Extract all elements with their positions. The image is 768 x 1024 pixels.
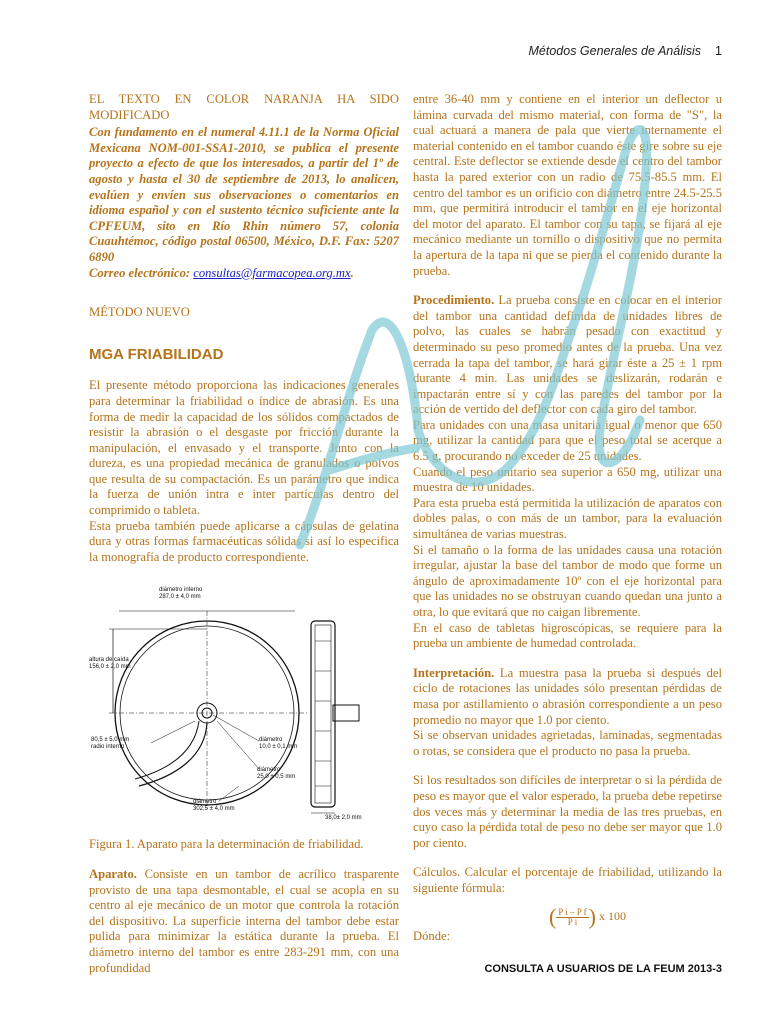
procedimiento-paragraph: Procedimiento. La prueba consiste en colocar en el interior del tambor una cantidad definida de unidades libres de polvo, las cuales se habrán pesado con exactitud y determinado su peso promedio antes de la prueba. Una vez cerrada la tapa del tambor, se hará girar éste a 25 ± 1 rpm durante 4 min. Las unidades se deslizarán, rodarán e impactarán entre sí y con las paredes del tambor por la acción de vertido del deflector con cada giro del tambor. bbox=[413, 293, 722, 417]
label-diameter-mid: diámetro 25,0 ± 0,5 mm bbox=[257, 767, 296, 781]
label-fall-height: altura de caída 156,0 ± 2,0 mm bbox=[89, 657, 131, 671]
side-view-shaft bbox=[333, 705, 359, 721]
donde-label: Dónde: bbox=[413, 928, 451, 943]
aparato-text: Consiste en un tambor de acrílico trasparente provisto de una tapa desmontable, el cual se acopla en su centro al eje mecánico de un motor que controla la rotación del dispositivo. La superficie interna del tambor debe estar pulida para minimizar la estática durante la prueba. El diámetro interno del tambor es entre 283-291 mm, con una profundidad bbox=[89, 867, 399, 975]
procedimiento-paragraph-2: Para unidades con una masa unitaria igual o menor que 650 mg, utilizar la cantidad para que el peso total se acerque a 6.5 g, procurando no exceder de 25 unidades. bbox=[413, 417, 722, 464]
method-label: MÉTODO NUEVO bbox=[89, 305, 190, 320]
procedimiento-label: Procedimiento. bbox=[413, 293, 495, 308]
notice-title: EL TEXTO EN COLOR NARANJA HA SIDO MODIFICADO bbox=[89, 92, 399, 122]
label-internal-diameter: diámetro interno 287,0 ± 4,0 mm bbox=[159, 587, 203, 601]
intro-paragraph-1: El presente método proporciona las indicaciones generales para determinar la friabilidad o índice de abrasión. Es una forma de medir la capacidad de los sólidos compactados de resistir la abrasión o el desgaste por fricción durante la manipulación, el envasado y el transporte. Junto con la dureza, es una propiedad mecánica de granulados o polvos que resulta de su compactación. Es un parámetro que indica la fuerza de unión intra e inter partículas dentro del comprimido o tableta. bbox=[89, 378, 399, 518]
header-title: Métodos Generales de Análisis bbox=[528, 44, 702, 58]
label-depth: 38,0± 2,0 mm bbox=[325, 815, 362, 822]
deflector-curve-inner bbox=[135, 721, 199, 779]
label-diameter-small: diámetro 10,0 ± 0,1 mm bbox=[259, 737, 298, 751]
email-label: Correo electrónico: bbox=[89, 265, 194, 280]
notice-text: Con fundamento en el numeral 4.11.1 de la Norma Oficial Mexicana NOM-001-SSA1-2010, se publica el presente proyecto a efecto de que los interesados, a partir del 1º de agosto y hasta el 30 de septiembre de 2013, lo analicen, evalúen y envíen sus observaciones o comentarios en idioma español y con el sustento técnico suficiente ante la CPFEUM, sito en Río Rhin número 57, colonia Cuauhtémoc, código postal 06500, México, D.F. Fax: 5207 6890 bbox=[89, 125, 399, 264]
formula-denominator: P i bbox=[567, 916, 578, 927]
running-header bbox=[529, 44, 723, 58]
figure-caption: Figura 1. Aparato para la determinación de friabilidad. bbox=[89, 837, 364, 852]
interpretacion-paragraph: Interpretación. La muestra pasa la prueba si después del ciclo de rotaciones las unidades sólo presentan pérdidas de masa por astillamiento o abrasión correspondiente a un peso promedio no mayor que 1.0 por ciento. bbox=[413, 665, 722, 727]
page-number: 1 bbox=[715, 44, 722, 58]
friability-apparatus-figure bbox=[89, 581, 399, 823]
email-suffix: . bbox=[350, 265, 354, 280]
interpretacion-paragraph-2: Si se observan unidades agrietadas, laminadas, segmentadas o rotas, se considera que el producto no pasa la prueba. bbox=[413, 728, 722, 758]
friability-formula: $(\frac{\text{P i – P f}}{\text{P i}})$ x 100 bbox=[549, 903, 626, 929]
aparato-label: Aparato. bbox=[89, 867, 137, 882]
procedimiento-paragraph-3: Cuando el peso unitario sea superior a 650 mg, utilizar una muestra de 10 unidades. bbox=[413, 464, 722, 495]
procedimiento-paragraph-6: En el caso de tabletas higroscópicas, se requiere para la prueba un ambiente de humedad controlada. bbox=[413, 620, 722, 651]
right-column bbox=[413, 92, 722, 944]
interpretacion-paragraph-3: Si los resultados son difíciles de interpretar o si la pérdida de peso es mayor que el valor esperado, la prueba debe repetirse dos veces más y determinar la media de las tres pruebas, en cuyo caso la pérdida total de peso no debe ser mayor que 1.0 por ciento. bbox=[413, 773, 722, 850]
label-radius: 80,5 ± 5,0 mm radio interno bbox=[91, 737, 130, 751]
aparato-continuation: entre 36-40 mm y contiene en el interior un deflector u lámina curvada del mismo material, con forma de "S", la cual actuará a manera de pala que vierte internamente el material contenido en el tambor cuando éste gire sobre su eje central. Este deflector se extiende desde el centro del tambor hasta la pared exterior con un radio de 75.5-85.5 mm. El centro del tambor es un orificio con diámetro entre 24.5-25.5 mm, que permitirá introducir el tambor en el eje horizontal del motor del aparato. El tambor con su tapa, se fijará al eje mecánico mediante un tornillo o dispositivo que no permita la apertura de la tapa ni que se pierda el contenido durante la prueba. bbox=[413, 92, 722, 278]
label-diameter-large: diámetro 302,5 ± 4,0 mm bbox=[193, 799, 235, 813]
apparatus-drawing bbox=[89, 581, 399, 823]
email-link[interactable]: consultas@farmacopea.org.mx bbox=[193, 265, 351, 280]
left-column bbox=[89, 92, 399, 976]
procedimiento-paragraph-4: Para esta prueba está permitida la utilización de aparatos con dobles palas, o con más de un tambor, para la evaluación simultánea de varias muestras. bbox=[413, 495, 722, 542]
formula-multiplier: x 100 bbox=[599, 908, 626, 923]
page-footer: CONSULTA A USUARIOS DE LA FEUM 2013-3 bbox=[484, 963, 722, 975]
aparato-paragraph bbox=[89, 867, 399, 976]
side-view-drum bbox=[311, 621, 335, 807]
intro-paragraph-2: Esta prueba también puede aplicarse a cápsulas de gelatina dura y otras formas farmacéuticas sólidas si así lo especifica la monografía de producto correspondiente. bbox=[89, 518, 399, 564]
formula-numerator: P i – P f bbox=[558, 906, 587, 917]
notice-body bbox=[89, 125, 399, 281]
section-title: MGA FRIABILIDAD bbox=[89, 345, 224, 363]
interpretacion-label: Interpretación. bbox=[413, 665, 495, 680]
calculos-paragraph: Cálculos. Calcular el porcentaje de friabilidad, utilizando la siguiente fórmula: bbox=[413, 865, 722, 895]
procedimiento-paragraph-5: Si el tamaño o la forma de las unidades causa una rotación irregular, ajustar la base del tambor de modo que forme un ángulo de aproximadamente 10º con el eje horizontal para que las unidades no se obstruyan cuando quedan una junto a otra, lo que evitará que no caigan libremente. bbox=[413, 542, 722, 619]
